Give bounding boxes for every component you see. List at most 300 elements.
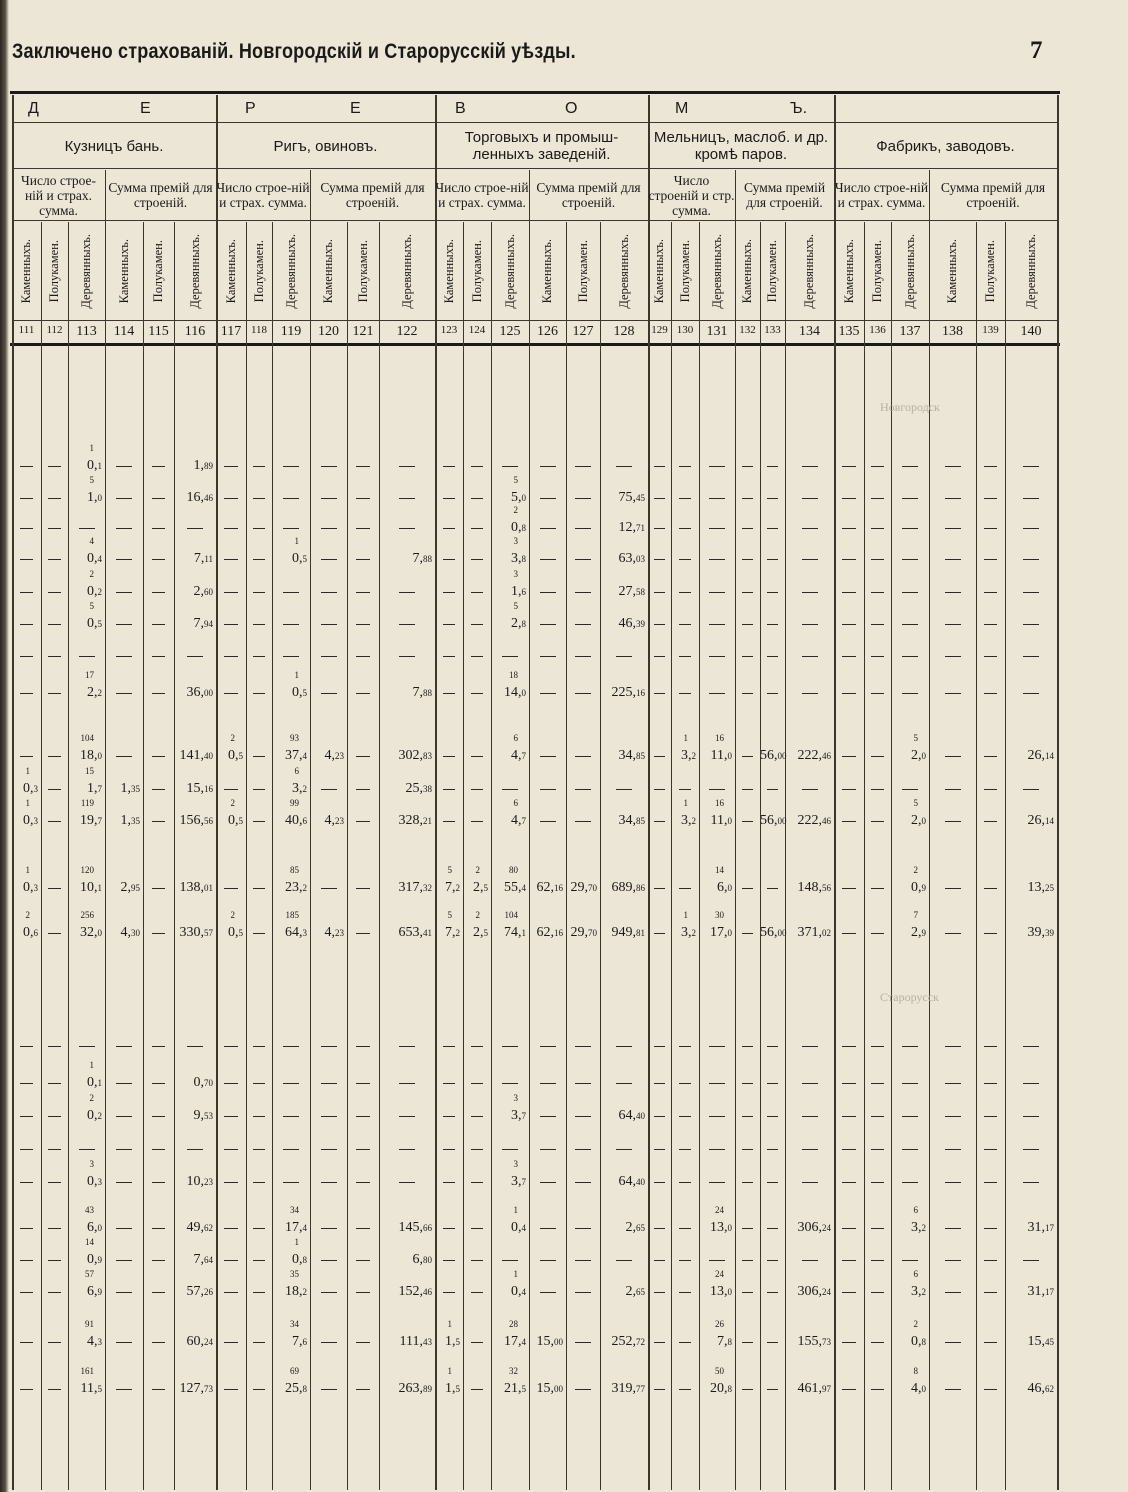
column-number: 115: [148, 324, 169, 339]
group-fabr: Фабрикъ, заводовъ.: [876, 137, 1015, 155]
cell-decimal: 0: [521, 688, 526, 698]
table-cell: [529, 1334, 563, 1350]
cell-value: 11,: [710, 748, 728, 763]
cell-decimal: 45: [636, 493, 645, 503]
empty-dash: [356, 1149, 370, 1150]
cell-value: 222,: [797, 813, 822, 828]
empty-dash: [767, 1083, 778, 1084]
cell-decimal: 5: [97, 619, 102, 629]
banner-letter: В: [455, 100, 466, 117]
empty-dash: [116, 1116, 132, 1117]
cell-decimal: 39: [1045, 928, 1054, 938]
cell-decimal: 66: [423, 1223, 432, 1233]
empty-dash: [654, 559, 664, 560]
cell-decimal: 2: [921, 1223, 926, 1233]
empty-dash: [253, 466, 265, 467]
empty-dash: [679, 559, 692, 560]
header-rule: [12, 168, 1057, 169]
table-cell: [1005, 1381, 1054, 1397]
empty-dash: [443, 1228, 456, 1229]
empty-dash: [116, 559, 132, 560]
empty-dash: [871, 559, 883, 560]
empty-dash: [871, 789, 883, 790]
cell-value: 0,: [228, 813, 239, 828]
empty-dash: [984, 1389, 997, 1390]
column-type-header: [491, 222, 529, 320]
cell-decimal: 7: [97, 784, 102, 794]
empty-dash: [902, 789, 918, 790]
column-number: 120: [318, 324, 339, 339]
cell-decimal: 56: [204, 816, 213, 826]
cell-count: 1: [89, 443, 94, 453]
table-cell: [491, 1093, 526, 1124]
cell-count: 5: [89, 475, 94, 485]
empty-dash: [984, 466, 997, 467]
cell-value: 7,: [717, 1334, 728, 1349]
empty-dash: [321, 1260, 337, 1261]
cell-value: 19,: [80, 813, 98, 828]
empty-dash: [356, 498, 370, 499]
empty-dash: [654, 1389, 664, 1390]
cell-count: 1: [683, 798, 688, 808]
cell-decimal: 40: [204, 751, 213, 761]
cell-value: 2,: [911, 813, 922, 828]
cell-count: 3: [89, 1159, 94, 1169]
empty-dash: [1023, 592, 1039, 593]
cell-decimal: 38: [423, 784, 432, 794]
table-cell: [174, 781, 213, 797]
empty-dash: [767, 789, 778, 790]
empty-dash: [742, 1389, 753, 1390]
column-type-label: Полукамен.: [355, 239, 370, 303]
cell-count: 4: [89, 536, 94, 546]
column-number: 133: [764, 324, 781, 336]
empty-dash: [540, 1046, 556, 1047]
cell-decimal: 26: [204, 1287, 213, 1297]
cell-decimal: 2: [97, 1111, 102, 1121]
cell-value: 2,: [473, 880, 484, 895]
cell-count: 1: [25, 766, 30, 776]
column-number: 129: [651, 324, 668, 336]
empty-dash: [20, 1149, 33, 1150]
empty-dash: [654, 592, 664, 593]
cell-count: 1: [294, 670, 299, 680]
cell-value: 37,: [285, 748, 303, 763]
empty-dash: [871, 1083, 883, 1084]
cell-value: 111,: [399, 1334, 423, 1349]
column-type-label: Полукамен.: [870, 239, 884, 303]
empty-dash: [802, 1182, 818, 1183]
header-bottom-rule: [10, 343, 1060, 346]
cell-decimal: 2: [97, 688, 102, 698]
empty-dash: [709, 1260, 725, 1261]
empty-dash: [767, 1260, 778, 1261]
table-cell: [379, 1220, 432, 1236]
cell-decimal: 73: [204, 1384, 213, 1394]
cell-decimal: 57: [204, 928, 213, 938]
empty-dash: [48, 1292, 60, 1293]
table-cell: [600, 584, 645, 600]
empty-dash: [654, 1083, 664, 1084]
column-type-label: Деревянныхъ.: [902, 233, 917, 309]
empty-dash: [20, 498, 33, 499]
cell-count: 2: [513, 505, 518, 515]
empty-dash: [471, 1116, 484, 1117]
cell-count: 28: [509, 1319, 518, 1329]
empty-dash: [802, 466, 818, 467]
table-cell: [379, 813, 432, 829]
cell-value: 1,: [193, 458, 204, 473]
table-cell: [435, 865, 460, 896]
table-cell: [105, 813, 140, 829]
empty-dash: [48, 756, 60, 757]
empty-dash: [679, 1046, 692, 1047]
empty-dash: [471, 498, 484, 499]
table-cell: [174, 1334, 213, 1350]
empty-dash: [767, 624, 778, 625]
cell-decimal: 5: [455, 1384, 460, 1394]
empty-dash: [152, 1292, 166, 1293]
cell-value: 27,: [618, 584, 636, 599]
column-type-label: Каменныхъ.: [116, 238, 131, 304]
empty-dash: [443, 656, 456, 657]
empty-dash: [540, 528, 556, 529]
empty-dash: [48, 466, 60, 467]
empty-dash: [575, 466, 590, 467]
empty-dash: [654, 1116, 664, 1117]
cell-decimal: 35: [131, 816, 140, 826]
empty-dash: [767, 1342, 778, 1343]
cell-value: 62,: [536, 880, 554, 895]
table-cell: [491, 1269, 526, 1300]
empty-dash: [679, 656, 692, 657]
empty-dash: [945, 498, 961, 499]
table-cell: [491, 475, 526, 506]
empty-dash: [224, 1182, 238, 1183]
table-cell: [1005, 925, 1054, 941]
empty-dash: [48, 1228, 60, 1229]
empty-dash: [502, 656, 518, 657]
empty-dash: [654, 466, 664, 467]
empty-dash: [20, 1083, 33, 1084]
table-cell: [174, 880, 213, 896]
empty-dash: [443, 466, 456, 467]
cell-value: 6,: [87, 1220, 98, 1235]
empty-dash: [20, 528, 33, 529]
cell-value: 3,: [681, 748, 692, 763]
cell-decimal: 16: [554, 928, 563, 938]
cell-value: 17,: [710, 925, 728, 940]
empty-dash: [399, 1046, 415, 1047]
table-cell: [891, 910, 926, 941]
table-cell: [379, 551, 432, 567]
column-type-header: [976, 222, 1005, 320]
table-cell: [785, 1334, 831, 1350]
cell-count: 1: [294, 1237, 299, 1247]
group-torg: Торговыхъ и промыш-ленныхъ заведеній.: [464, 129, 619, 163]
cell-value: 3,: [681, 813, 692, 828]
column-number: 111: [18, 324, 35, 336]
empty-dash: [767, 1046, 778, 1047]
empty-dash: [742, 789, 753, 790]
empty-dash: [356, 1228, 370, 1229]
cell-value: 330,: [179, 925, 204, 940]
cell-value: 141,: [179, 748, 204, 763]
empty-dash: [679, 1292, 692, 1293]
empty-dash: [575, 789, 590, 790]
table-cell: [68, 1269, 102, 1300]
cell-value: 5,: [511, 490, 522, 505]
empty-dash: [842, 624, 856, 625]
column-rule: [246, 222, 247, 1490]
cell-decimal: 72: [636, 1337, 645, 1347]
cell-value: 16,: [186, 490, 204, 505]
table-cell: [600, 1174, 645, 1190]
column-rule: [105, 222, 106, 1490]
empty-dash: [616, 656, 632, 657]
cell-count: 3: [513, 536, 518, 546]
cell-decimal: 2: [455, 883, 460, 893]
empty-dash: [871, 888, 883, 889]
table-cell: [1005, 1334, 1054, 1350]
empty-dash: [356, 656, 370, 657]
table-cell: [1005, 1284, 1054, 1300]
cell-decimal: 2: [302, 1287, 307, 1297]
table-cell: [379, 925, 432, 941]
empty-dash: [871, 693, 883, 694]
column-type-header: [891, 222, 929, 320]
table-cell: [600, 1284, 645, 1300]
cell-value: 4,: [324, 813, 335, 828]
banner-letter: Ъ.: [790, 100, 808, 117]
cell-count: 3: [513, 1093, 518, 1103]
table-cell: [600, 551, 645, 567]
empty-dash: [540, 466, 556, 467]
page-title: Заключено страхованій. Новгородскій и Старорусскій уѣзды.: [12, 40, 576, 63]
table-cell: [174, 616, 213, 632]
table-cell: [68, 536, 102, 567]
cell-decimal: 0: [921, 816, 926, 826]
cell-decimal: 95: [131, 883, 140, 893]
empty-dash: [742, 1292, 753, 1293]
cell-decimal: 71: [636, 523, 645, 533]
empty-dash: [152, 1149, 166, 1150]
empty-dash: [742, 821, 753, 822]
empty-dash: [187, 528, 203, 529]
empty-dash: [48, 1260, 60, 1261]
empty-dash: [575, 528, 590, 529]
empty-dash: [116, 498, 132, 499]
cell-count: 7: [913, 910, 918, 920]
empty-dash: [842, 888, 856, 889]
table-cell: [68, 733, 102, 764]
empty-dash: [253, 1083, 265, 1084]
column-type-label: Каменныхъ.: [740, 238, 754, 304]
cell-decimal: 3: [33, 784, 38, 794]
empty-dash: [709, 559, 725, 560]
cell-value: 34,: [618, 748, 636, 763]
table-cell: [785, 1381, 831, 1397]
empty-dash: [253, 1046, 265, 1047]
table-cell: [68, 798, 102, 829]
cell-decimal: 5: [521, 1384, 526, 1394]
table-cell: [12, 865, 38, 896]
empty-dash: [48, 1389, 60, 1390]
cell-decimal: 8: [727, 1337, 732, 1347]
cell-value: 2,: [473, 925, 484, 940]
cell-value: 3,: [511, 1108, 522, 1123]
group-kuznits: Кузницъ бань.: [64, 137, 164, 155]
cell-decimal: 6: [33, 928, 38, 938]
empty-dash: [709, 789, 725, 790]
cell-count: 104: [504, 910, 518, 920]
table-cell: [600, 880, 645, 896]
cell-count: 69: [290, 1366, 299, 1376]
column-type-label: Каменныхъ.: [223, 238, 238, 304]
empty-dash: [742, 933, 753, 934]
cell-decimal: 5: [302, 688, 307, 698]
table-cell: [699, 1319, 732, 1350]
empty-dash: [842, 1083, 856, 1084]
empty-dash: [321, 466, 337, 467]
empty-dash: [871, 592, 883, 593]
empty-dash: [984, 592, 997, 593]
column-type-header: [648, 222, 671, 320]
cell-value: 319,: [611, 1381, 636, 1396]
empty-dash: [187, 1046, 203, 1047]
cell-count: 1: [513, 1205, 518, 1215]
empty-dash: [152, 656, 166, 657]
column-type-header: [12, 222, 41, 320]
cell-value: 138,: [179, 880, 204, 895]
empty-dash: [654, 528, 664, 529]
empty-dash: [443, 528, 456, 529]
table-cell: [463, 865, 488, 896]
table-cell: [600, 616, 645, 632]
cell-value: 0,: [87, 551, 98, 566]
empty-dash: [356, 756, 370, 757]
empty-dash: [742, 624, 753, 625]
cell-decimal: 7: [97, 816, 102, 826]
empty-dash: [984, 1342, 997, 1343]
empty-dash: [575, 1292, 590, 1293]
cell-value: 7,: [292, 1334, 303, 1349]
column-rule: [463, 222, 464, 1490]
empty-dash: [945, 656, 961, 657]
empty-dash: [742, 1083, 753, 1084]
empty-dash: [471, 1228, 484, 1229]
empty-dash: [842, 1389, 856, 1390]
table-cell: [272, 766, 307, 797]
empty-dash: [502, 1083, 518, 1084]
table-cell: [600, 1220, 645, 1236]
cell-decimal: 46: [822, 751, 831, 761]
empty-dash: [471, 1046, 484, 1047]
cell-value: 6,: [87, 1284, 98, 1299]
column-type-label: Деревянныхъ.: [399, 233, 414, 309]
empty-dash: [471, 624, 484, 625]
empty-dash: [443, 1292, 456, 1293]
cell-decimal: 8: [921, 1337, 926, 1347]
empty-dash: [356, 559, 370, 560]
cell-value: 4,: [511, 813, 522, 828]
empty-dash: [224, 789, 238, 790]
empty-dash: [742, 693, 753, 694]
empty-dash: [984, 1116, 997, 1117]
empty-dash: [48, 1046, 60, 1047]
empty-dash: [871, 466, 883, 467]
cell-count: 104: [80, 733, 94, 743]
column-type-header: [600, 222, 648, 320]
empty-dash: [321, 1116, 337, 1117]
table-cell: [491, 1159, 526, 1190]
cell-decimal: 1: [521, 928, 526, 938]
empty-dash: [283, 528, 299, 529]
empty-dash: [902, 1149, 918, 1150]
cell-value: 34,: [618, 813, 636, 828]
cell-count: 85: [290, 865, 299, 875]
empty-dash: [443, 1260, 456, 1261]
column-number: 134: [799, 324, 820, 339]
cell-value: 60,: [186, 1334, 204, 1349]
table-cell: [272, 670, 307, 701]
cell-value: 0,: [87, 1108, 98, 1123]
cell-count: 2: [25, 910, 30, 920]
column-number: 117: [220, 324, 242, 339]
cell-value: 371,: [797, 925, 822, 940]
empty-dash: [742, 1260, 753, 1261]
subgroup-header: Число строе-ній и страх. сумма.: [834, 180, 929, 210]
empty-dash: [152, 1389, 166, 1390]
cell-value: 3,: [511, 551, 522, 566]
table-cell: [699, 1366, 732, 1397]
cell-value: 56,: [760, 748, 778, 763]
empty-dash: [48, 821, 60, 822]
empty-dash: [283, 624, 299, 625]
cell-value: 4,: [511, 748, 522, 763]
cell-decimal: 40: [636, 1111, 645, 1121]
cell-decimal: 24: [822, 1223, 831, 1233]
column-number: 121: [352, 324, 374, 339]
header-rule: [12, 320, 1057, 321]
table-cell: [174, 490, 213, 506]
table-cell: [379, 1334, 432, 1350]
column-type-header: [566, 222, 600, 320]
empty-dash: [321, 528, 337, 529]
empty-dash: [48, 1116, 60, 1117]
empty-dash: [48, 1083, 60, 1084]
empty-dash: [742, 656, 753, 657]
cell-value: 0,: [87, 584, 98, 599]
table-cell: [68, 1237, 102, 1268]
empty-dash: [654, 624, 664, 625]
cell-decimal: 02: [822, 928, 831, 938]
empty-dash: [399, 1149, 415, 1150]
empty-dash: [984, 1083, 997, 1084]
cell-value: 0,: [511, 1284, 522, 1299]
empty-dash: [20, 559, 33, 560]
table-cell: [216, 733, 243, 764]
empty-dash: [471, 1292, 484, 1293]
column-type-label: Деревянныхъ.: [709, 233, 724, 309]
empty-dash: [984, 528, 997, 529]
table-cell: [272, 536, 307, 567]
empty-dash: [253, 756, 265, 757]
empty-dash: [945, 1342, 961, 1343]
empty-dash: [842, 559, 856, 560]
cell-value: 7,: [193, 551, 205, 566]
empty-dash: [152, 1046, 166, 1047]
